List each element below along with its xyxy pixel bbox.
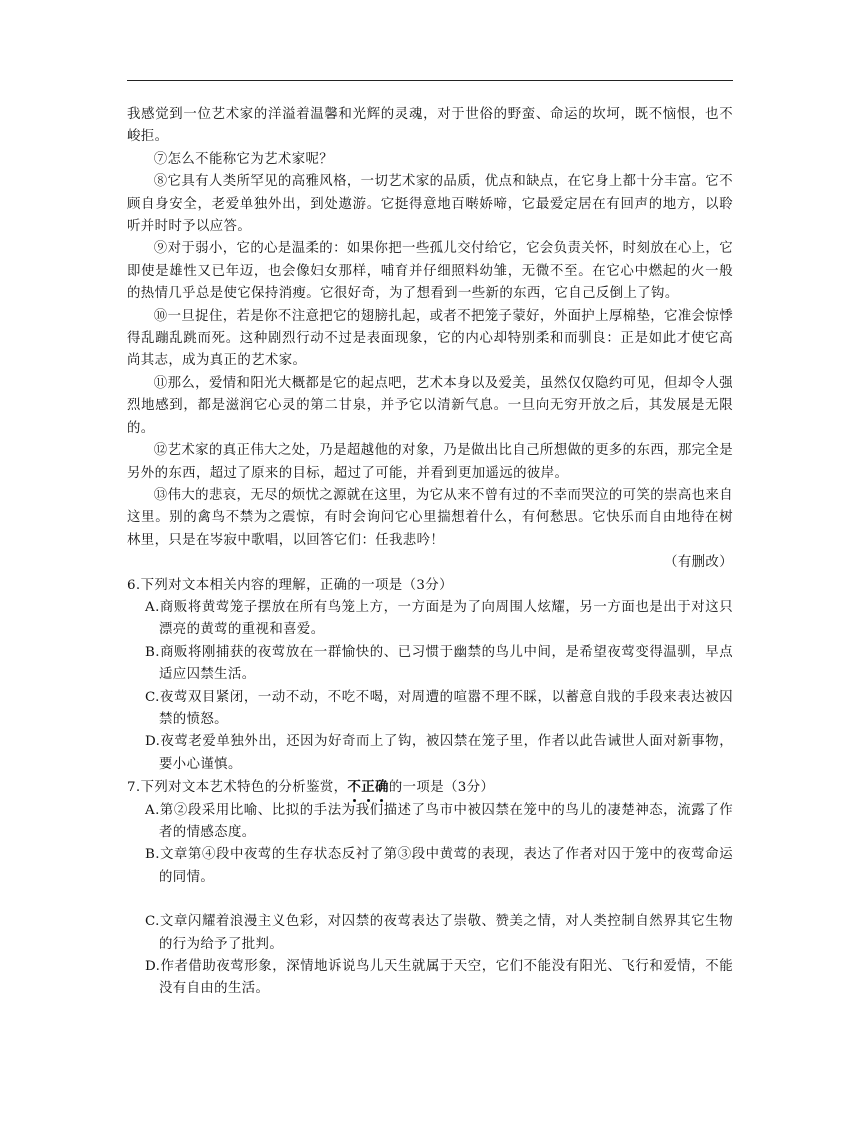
question-7-option-c: C.文章闪耀着浪漫主义色彩，对囚禁的夜莺表达了崇敬、赞美之情，对人类控制自然界其它生物的行为给予了批判。 [145, 914, 733, 952]
passage-paragraph-11: ⑪那么，爱情和阳光大概都是它的起点吧，艺术本身以及爱美，虽然仅仅隐约可见，但却令人强烈地感到，都是滋润它心灵的第二甘泉，并予它以清新气息。一旦向无穷开放之后，其发展是无限的。 [127, 375, 733, 436]
abridged-note: （有删改） [664, 555, 733, 571]
content-area [127, 104, 733, 1001]
emphasis-char-2: 正 [361, 776, 375, 798]
question-6-option-c: C.夜莺双目紧闭，一动不动，不吃不喝，对周遭的喧嚣不理不睬，以蓄意自戕的手段来表达被囚禁的愤怒。 [145, 689, 733, 727]
passage-paragraph-9: ⑨对于弱小，它的心是温柔的：如果你把一些孤儿交付给它，它会负责关怀，时刻放在心上，它即使是雄性又已年迈，也会像妇女那样，哺育并仔细照料幼雏，无微不至。在它心中燃起的火一般的热情几乎总是使它保持消瘦。它很好奇，为了想看到一些新的东西，它自己反倒上了钩。 [127, 241, 733, 302]
passage-paragraph-10: ⑩一旦捉住，若是你不注意把它的翅膀扎起，或者不把笼子蒙好，外面护上厚棉垫，它准会惊悸得乱蹦乱跳而死。这种剧烈行动不过是表面现象，它的内心却特别柔和而驯良：正是如此才使它高尚其志，成为真正的艺术家。 [127, 308, 733, 369]
question-7-stem [127, 776, 733, 799]
question-6-stem: 6.下列对文本相关内容的理解，正确的一项是（3分） [127, 577, 453, 593]
question-7-option-a: A.第②段采用比喻、比拟的手法为我们描述了鸟市中被囚禁在笼中的鸟儿的凄楚神态，流露了作者的情感态度。 [145, 802, 733, 840]
question-7-option-d: D.作者借助夜莺形象，深情地诉说鸟儿天生就属于天空，它们不能没有阳光、飞行和爱情，不能没有自由的生活。 [145, 959, 733, 997]
emphasis-char-1: 不 [347, 776, 361, 798]
question-6-option-d: D.夜莺老爱单独外出，还因为好奇而上了钩，被囚禁在笼子里，作者以此告诫世人面对新事物，要小心谨慎。 [145, 734, 733, 772]
emphasis-not-correct [347, 780, 388, 795]
question-6-option-a: A.商贩将黄莺笼子摆放在所有鸟笼上方，一方面是为了向周围人炫耀，另一方面也是出于对这只漂亮的黄莺的重视和喜爱。 [145, 599, 733, 638]
question-6-option-b: B.商贩将刚捕获的夜莺放在一群愉快的、已习惯于幽禁的鸟儿中间，是希望夜莺变得温驯，早点适应囚禁生活。 [145, 644, 733, 683]
passage-paragraph-8: ⑧它具有人类所罕见的高雅风格，一切艺术家的品质，优点和缺点，在它身上都十分丰富。它不顾自身安全，老爱单独外出，到处遨游。它挺得意地百啭娇啼，它最爱定居在有回声的地方，以聆听并时时予以应答。 [127, 174, 733, 235]
question-7-stem-pre: 7.下列对文本艺术特色的分析鉴赏， [127, 780, 348, 796]
emphasis-char-3: 确 [375, 776, 389, 798]
header-rule [127, 80, 733, 81]
passage-paragraph-continued: 我感觉到一位艺术家的洋溢着温馨和光辉的灵魂，对于世俗的野蛮、命运的坎坷，既不恼恨，也不峻拒。 [127, 107, 733, 145]
question-7-option-b: B.文章第④段中夜莺的生存状态反衬了第③段中黄莺的表现，表达了作者对囚于笼中的夜莺命运的同情。 [145, 847, 733, 885]
passage-paragraph-12: ⑫艺术家的真正伟大之处，乃是超越他的对象，乃是做出比自己所想做的更多的东西，那完全是另外的东西，超过了原来的目标，超过了可能，并看到更加遥远的彼岸。 [127, 443, 733, 481]
blank-gap [127, 889, 733, 911]
passage-paragraph-7: ⑦怎么不能称它为艺术家呢？ [153, 151, 334, 167]
question-7-stem-post: 的一项是（3分） [388, 780, 495, 796]
passage-paragraph-13: ⑬伟大的悲哀，无尽的烦忧之源就在这里，为它从来不曾有过的不幸而哭泣的可笑的崇高也来自这里。别的禽鸟不禁为之震惊，有时会询问它心里揣想着什么，有何愁思。它快乐而自由地待在树林里，只是在岑寂中歌唱，以回答它们：任我悲吟！ [127, 487, 733, 548]
